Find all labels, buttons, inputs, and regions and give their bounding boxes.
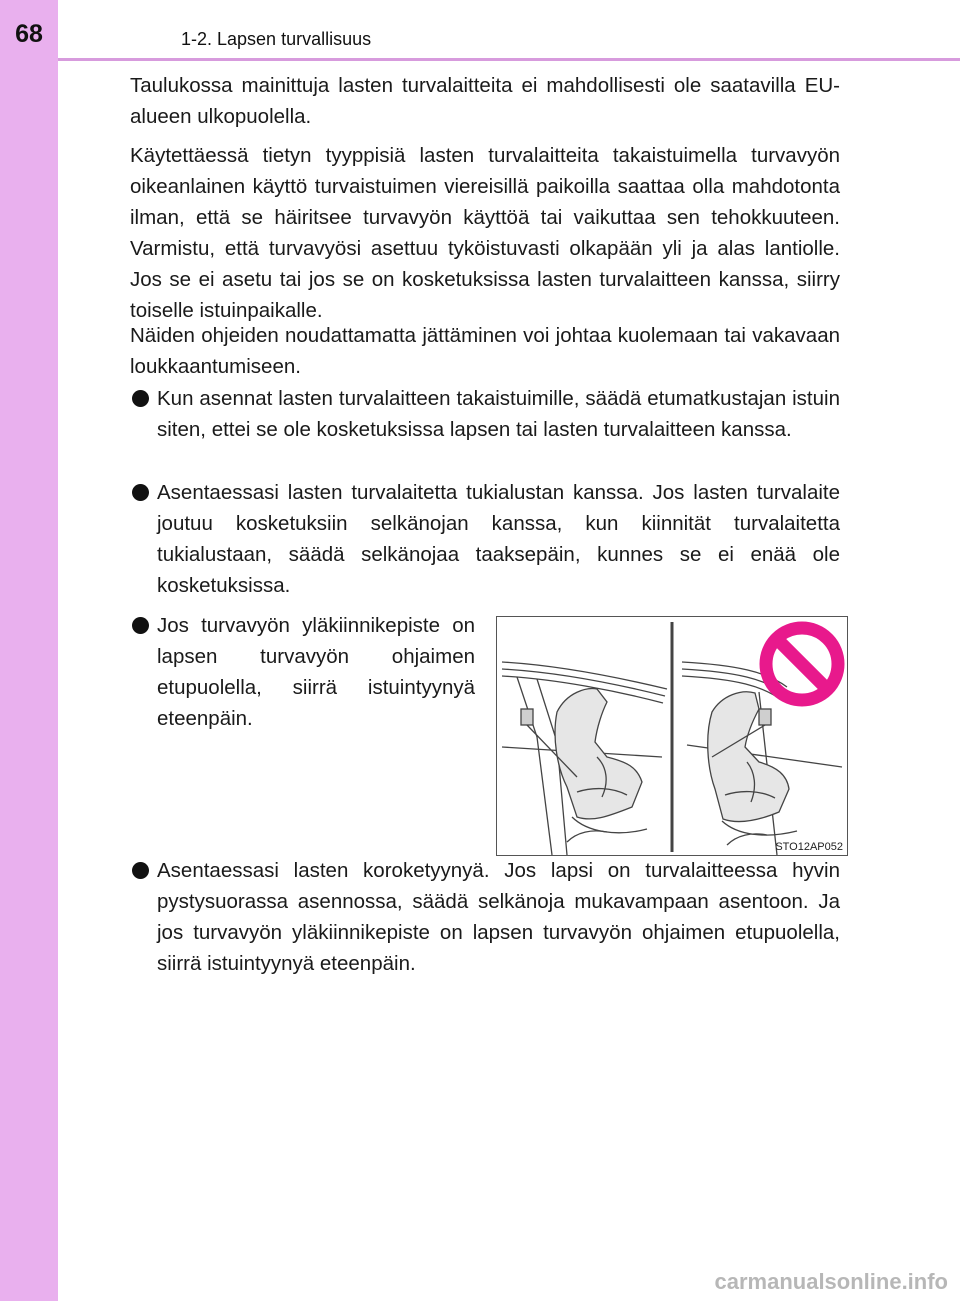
section-title: 1-2. Lapsen turvallisuus (181, 29, 372, 49)
header-divider (58, 58, 960, 61)
watermark: carmanualsonline.info (714, 1269, 948, 1294)
bullet-text: Jos turvavyön yläkiinnikepiste on lapsen turvavyön ohjaimen etupuolella, siirrä istuintyynyä eteenpäin. (157, 614, 475, 730)
bullet-icon (132, 484, 149, 501)
bullet-text: Asentaessasi lasten turvalaitetta tukialustan kanssa. Jos lasten turvalaite joutuu kosketuksiin selkänojan kanssa, kun kiinnität turvalaitetta tukialustaan, säädä selkänojaa taaksepäin, kunnes se ei enää ole kosketuksissa. (157, 481, 840, 597)
paragraph-warning: Näiden ohjeiden noudattamatta jättäminen voi johtaa kuolemaan tai vakavaan loukkaantumiseen. (130, 324, 840, 378)
bullet-icon (132, 390, 149, 407)
figure-code: STO12AP052 (775, 841, 843, 853)
bullet-icon (132, 862, 149, 879)
prohibition-icon (766, 628, 838, 700)
seat-illustration (496, 616, 848, 856)
paragraph-belt-usage: Käytettäessä tietyn tyyppisiä lasten turvalaitteita takaistuimella turvavyön oikeanlainen käyttö turvaistuimen viereisillä paikoilla saattaa olla mahdotonta ilman, että se häiritsee turvavyön käyttöä tai vaikuttaa sen tehokkuuteen. Varmistu, että turvavyösi asettuu tyköistuvasti olkapään yli ja alas lantiolle. Jos se ei asetu tai jos se on kosketuksissa lasten turvalaitteen kanssa, siirry toiselle istuinpaikalle. (130, 144, 840, 322)
child-seat-drawing (497, 617, 847, 855)
bullet-text: Asentaessasi lasten koroketyynyä. Jos lapsi on turvalaitteessa hyvin pystysuorassa asennossa, säädä selkänoja mukavampaan asentoon. Ja jos turvavyön yläkiinnikepiste on lapsen turvavyön ohjaimen etupuolella, siirrä istuintyynyä eteenpäin. (157, 859, 840, 975)
paragraph-availability: Taulukossa mainittuja lasten turvalaitteita ei mahdollisesti ole saatavilla EU-alueen ulkopuolella. (130, 74, 840, 128)
bullet-text: Kun asennat lasten turvalaitteen takaistuimille, säädä etumatkustajan istuin siten, ettei se ole kosketuksissa lapsen tai lasten turvalaitteen kanssa. (157, 387, 840, 441)
page-number: 68 (15, 20, 43, 48)
bullet-icon (132, 617, 149, 634)
side-tab (0, 0, 58, 1301)
